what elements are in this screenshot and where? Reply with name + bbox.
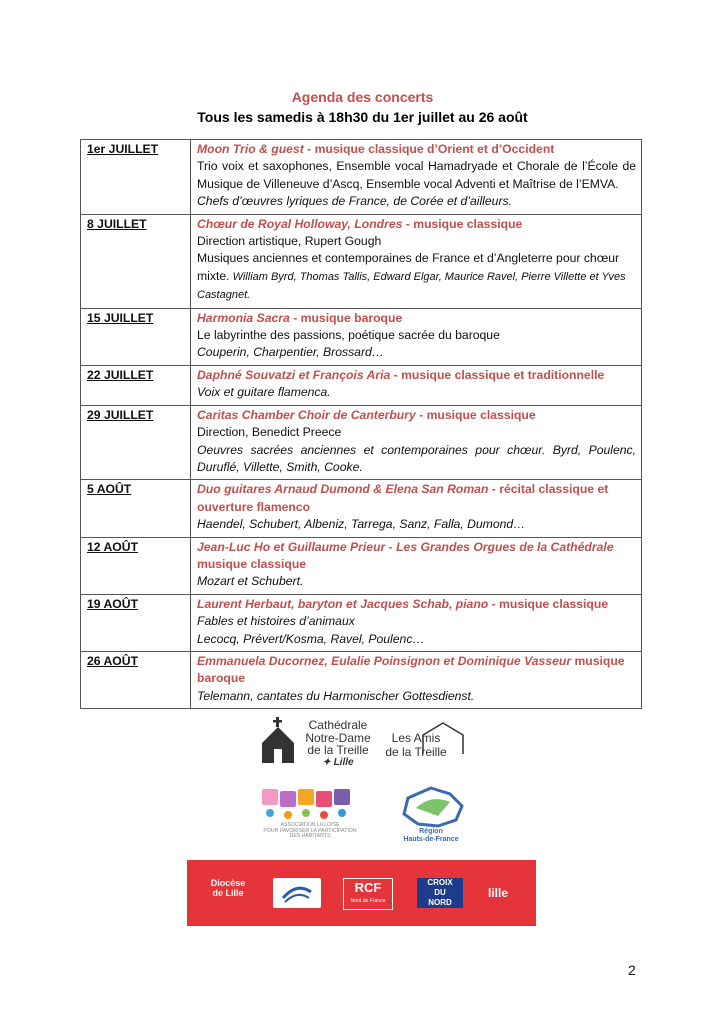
concert-date: 1er JUILLET <box>81 140 191 215</box>
concert-date: 5 AOÛT <box>81 480 191 537</box>
concert-row <box>81 594 642 651</box>
concert-row <box>81 480 642 537</box>
people-letters-icon <box>254 787 366 823</box>
diocese-logo: Diocèse de Lille <box>210 878 246 898</box>
music-genre: - musique classique et traditionnelle <box>390 367 605 382</box>
concert-row <box>81 365 642 405</box>
concert-date: 12 AOÛT <box>81 537 191 594</box>
concert-detail-line: Mozart et Schubert. <box>197 574 304 589</box>
concert-description <box>191 594 642 651</box>
concert-date: 15 JUILLET <box>81 308 191 365</box>
concert-date: 29 JUILLET <box>81 405 191 480</box>
cathedrale-name: Cathédrale Notre-Dame de la Treille ✦ Lille <box>305 718 371 768</box>
region-logo <box>390 786 472 842</box>
music-genre: - musique classique <box>415 407 536 422</box>
wave-icon <box>273 878 321 908</box>
performer-name: Laurent Herbaut, baryton et Jacques Schab, piano <box>197 596 489 611</box>
concert-detail-line: Chefs d’œuvres lyriques de France, de Corée et d’ailleurs. <box>197 194 512 209</box>
page-header <box>0 89 725 125</box>
performer-name: Jean-Luc Ho et Guillaume Prieur - Les Grandes Orgues de la Cathédrale <box>197 539 614 554</box>
concert-heading <box>197 596 636 613</box>
region-caption: Région Hauts-de-France <box>403 828 459 843</box>
croix-du-nord-logo: CROIX DU NORD <box>417 878 463 908</box>
france-map-icon <box>390 786 472 828</box>
concert-date: 19 AOÛT <box>81 594 191 651</box>
performer-name: Duo guitares Arnaud Dumond & Elena San Roman <box>197 482 489 497</box>
concert-detail-line: Musiques anciennes et contemporaines de France et d’Angleterre pour chœur mixte. William Byrd, Thomas Tallis, Edward Elgar, Maurice Ravel, Pierre Villette et Yves Castagnet. <box>197 251 626 302</box>
concert-date: 22 JUILLET <box>81 365 191 405</box>
concert-heading <box>197 653 636 688</box>
concert-detail-line: Direction artistique, Rupert Gough <box>197 234 382 249</box>
ville-lille-logo: lille <box>487 886 508 900</box>
concert-heading <box>197 539 636 574</box>
page-number: 2 <box>628 962 636 978</box>
performer-name: Moon Trio & guest <box>197 142 304 156</box>
concert-detail-line: Le labyrinthe des passions, poétique sacrée du baroque <box>197 328 500 343</box>
cathedrale-logo <box>255 717 467 767</box>
concert-description <box>191 537 642 594</box>
concert-heading <box>197 407 636 424</box>
concert-description <box>191 140 642 215</box>
concert-description <box>191 480 642 537</box>
concert-heading <box>197 141 636 158</box>
performer-name: Emmanuela Ducornez, Eulalie Poinsignon et Dominique Vasseur <box>197 653 572 668</box>
performer-name: Chœur de Royal Holloway, Londres <box>197 216 403 231</box>
concert-row <box>81 405 642 480</box>
concert-description <box>191 651 642 708</box>
concert-date: 8 JUILLET <box>81 214 191 308</box>
music-genre: musique baroque <box>197 653 625 686</box>
concert-detail-line: Oeuvres sacrées anciennes et contemporaines pour chœur. Byrd, Poulenc, Duruflé, Villette, Smith, Cooke. <box>197 442 636 474</box>
performer-name: Caritas Chamber Choir de Canterbury <box>197 407 416 422</box>
concert-row <box>81 308 642 365</box>
concert-row <box>81 651 642 708</box>
page-title: Agenda des concerts <box>291 89 434 105</box>
music-genre: - récital classique et ouverture flamenco <box>197 482 609 514</box>
performer-name: Daphné Souvatzi et François Aria <box>197 367 391 382</box>
music-genre: - musique baroque <box>289 310 403 325</box>
concert-description <box>191 308 642 365</box>
concert-heading <box>197 481 636 516</box>
concert-detail-line: Direction, Benedict Preece <box>197 425 342 440</box>
concert-description <box>191 365 642 405</box>
sanctuary-logo <box>273 878 321 908</box>
concert-detail-line: Fables et histoires d’animaux <box>197 614 355 629</box>
concert-heading <box>197 216 636 233</box>
music-genre: musique classique <box>197 556 307 571</box>
concert-description <box>191 214 642 308</box>
concert-detail-line: Lecocq, Prévert/Kosma, Ravel, Poulenc… <box>197 631 425 646</box>
rcf-logo: RCF Nord de France <box>343 878 393 910</box>
concert-row <box>81 214 642 308</box>
amis-treille-name: Les Amis de la Treille <box>385 731 447 759</box>
music-genre: - musique classique <box>402 216 523 231</box>
performer-name: Harmonia Sacra <box>197 310 290 325</box>
sponsor-band <box>187 860 536 926</box>
page-subtitle: Tous les samedis à 18h30 du 1er juillet au 26 août <box>197 109 528 125</box>
concert-heading <box>197 367 636 384</box>
music-genre: - musique classique <box>488 596 609 611</box>
concert-date: 26 AOÛT <box>81 651 191 708</box>
alfph-caption: ASSOCIATION LILLOISE POUR FAVORISER LA PARTICIPATION DES HABITANTS <box>263 822 357 840</box>
concert-agenda-table <box>80 139 642 709</box>
concert-detail-line: Voix et guitare flamenca. <box>197 385 331 400</box>
concert-detail-line: Couperin, Charpentier, Brossard… <box>197 345 384 360</box>
concert-detail-line: Trio voix et saxophones, Ensemble vocal Hamadryade et Chorale de l’École de Musique de Villeneuve d’Ascq, Ensemble vocal Adventi et Maîtrise de l’EMVA. <box>197 159 636 191</box>
concert-row <box>81 537 642 594</box>
alfph-logo <box>254 787 366 845</box>
church-icon <box>260 717 296 763</box>
concert-description <box>191 405 642 480</box>
concert-detail-line: Telemann, cantates du Harmonischer Gottesdienst. <box>197 688 475 703</box>
house-outline-icon <box>419 721 467 755</box>
concert-row <box>81 140 642 215</box>
concert-detail-line: Haendel, Schubert, Albeniz, Tarrega, Sanz, Falla, Dumond… <box>197 517 526 532</box>
concert-heading <box>197 310 636 327</box>
composer-list: William Byrd, Thomas Tallis, Edward Elgar, Maurice Ravel, Pierre Villette et Yves Castagnet. <box>197 270 626 302</box>
music-genre: - musique classique d’Orient et d’Occident <box>303 142 555 156</box>
